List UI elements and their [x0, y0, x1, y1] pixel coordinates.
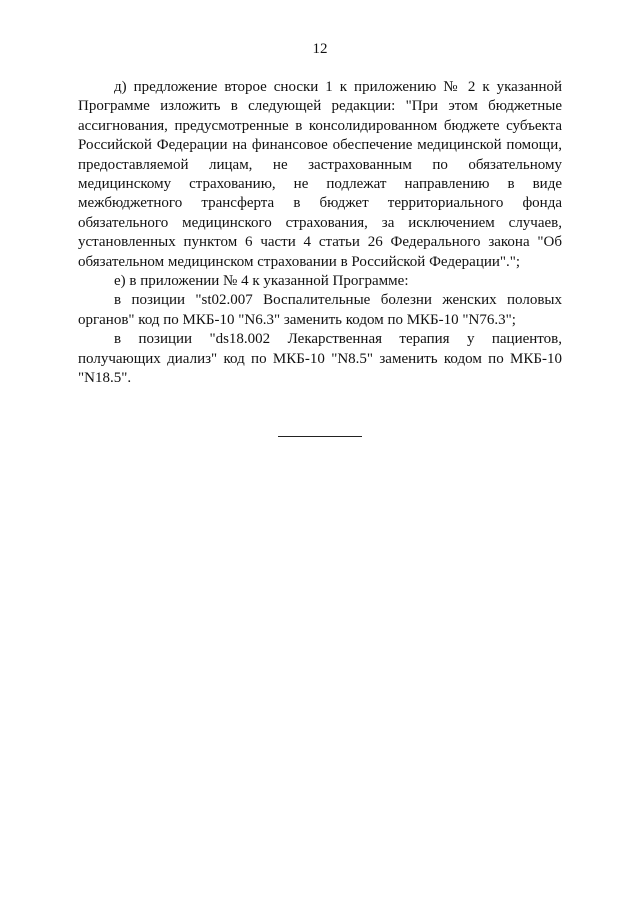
paragraph-item-e: е) в приложении № 4 к указанной Программе: [114, 273, 409, 290]
document-body [78, 78, 562, 389]
paragraph-item-d: д) предложение второе сноски 1 к приложению № 2 к указанной Программе изложить в следующей редакции: "При этом бюджетные ассигнования, предусмотренные в консолидированном бюджете субъекта Российской Федерации на финансовое обеспечение медицинской помощи, предоставляемой лицам, не застрахованным по обязательному медицинскому страхованию, не подлежат направлению в виде межбюджетного трансферта в бюджет территориального фонда обязательного медицинского страхования, за исключением случаев, установленных пунктом 6 части 4 статьи 26 Федерального закона "Об обязательном медицинском страховании в Российской Федерации"."; [78, 79, 562, 270]
paragraph-position-st02-007: в позиции "st02.007 Воспалительные болезни женских половых органов" код по МКБ-10 "N6.3" заменить кодом по МКБ-10 "N76.3"; [78, 292, 562, 328]
paragraph-position-ds18-002: в позиции "ds18.002 Лекарственная терапия у пациентов, получающих диализ" код по МКБ-10 "N8.5" заменить кодом по МКБ-10 "N18.5". [78, 331, 562, 387]
page-number: 12 [312, 41, 328, 57]
end-separator-line [278, 436, 362, 437]
